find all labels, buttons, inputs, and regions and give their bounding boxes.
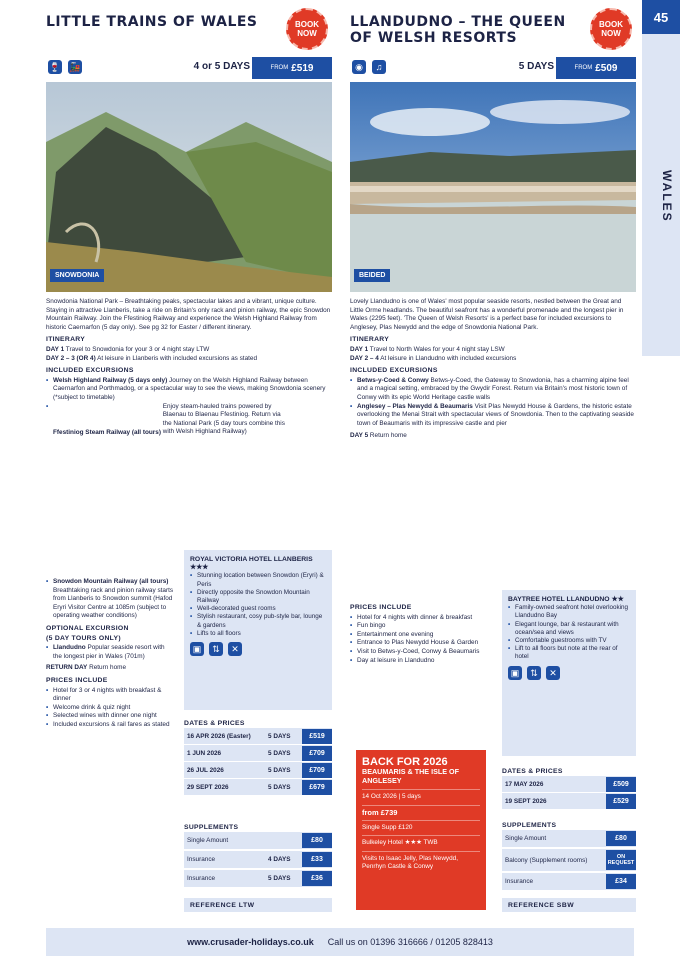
lift-icon: ⇅ xyxy=(527,666,541,680)
music-icon: ♫ xyxy=(372,60,386,74)
hotel-info-box xyxy=(184,550,332,710)
tour-description xyxy=(350,298,636,441)
excursion-item: • Welsh Highland Railway (5 days only) Journey on the Welsh Highland Railway between Caernarfon and Porthmadog, or a spectacular way to see the views, making Snowdonia scenery (*subject to timetable) xyxy=(46,377,332,403)
return-day: RETURN DAY Return home xyxy=(46,664,127,672)
hotel-feature: • Comfortable guestrooms with TV xyxy=(508,637,630,645)
tour-photo xyxy=(350,82,636,292)
price-include-item: • Fun bingo xyxy=(350,622,488,631)
supplement-row: Insurance 4 DAYS £33 xyxy=(184,851,332,868)
optional-sub: (5 DAY TOURS ONLY) xyxy=(46,634,121,642)
date-row: 17 MAY 2026 £509 xyxy=(502,776,636,793)
dates-table xyxy=(184,716,332,796)
price-prefix: FROM xyxy=(270,65,289,71)
tour-price xyxy=(556,57,636,79)
excursion-item: • Anglesey – Plas Newydd & Beaumaris Visit Plas Newydd House & Gardens, the historic estate overlooking the Menai Strait with spectacular views of Snowdonia. Then to the captivating seaside town of Beaumaris with its impressive castle and pier xyxy=(350,403,636,429)
optional-heading: OPTIONAL EXCURSION xyxy=(46,624,129,632)
excursion-item: • Ffestiniog Steam Railway (all tours) Enjoy steam-hauled trains powered by Blaenau to Blaenau Ffestiniog. Return via the National Park (5 day tours combine this with Welsh Highland Railway) xyxy=(46,403,332,437)
reference-code: REFERENCE LTW xyxy=(184,898,332,912)
tour-days: 5 DAYS xyxy=(518,61,554,72)
seafront-photo xyxy=(350,82,636,292)
price-value: £519 xyxy=(291,62,314,74)
contact-footer xyxy=(46,928,634,956)
photo-tag: SNOWDONIA xyxy=(50,269,104,282)
website-link[interactable]: www.crusader-holidays.co.uk xyxy=(187,937,314,947)
date-row: 19 SEPT 2026 £529 xyxy=(502,793,636,810)
tour-price xyxy=(252,57,332,79)
price-include-item: • Welcome drink & quiz night xyxy=(46,704,174,713)
supplements-table xyxy=(502,818,636,892)
promo-title: BACK FOR 2026 xyxy=(362,756,448,768)
optional-item: • Llandudno Popular seaside resort with the longest pier in Wales (701m) xyxy=(46,644,174,661)
dates-heading: DATES & PRICES xyxy=(502,768,563,775)
hotel-feature: • Family-owned seafront hotel overlooking Llandudno Bay xyxy=(508,604,630,620)
tour-description-lower xyxy=(46,578,174,730)
reference-code: REFERENCE SBW xyxy=(502,898,636,912)
intro-text: Lovely Llandudno is one of Wales' most popular seaside resorts, nestled between the Great and Little Orme headlands. The beautiful seafront has a wonderful promenade and the longest pier in Wales (2295 feet). 'The Queen of Welsh Resorts' is a perfect base for included excursions to Anglesey, Plas Newydd and the edge of Snowdonia National Park. xyxy=(350,298,624,331)
promo-price: from £739 xyxy=(362,805,480,820)
itinerary-item: DAY 1 Travel to North Wales for your 4 night stay LSW xyxy=(350,345,505,353)
supplement-row: Insurance £34 xyxy=(502,873,636,890)
hotel-feature: • Directly opposite the Snowdon Mountain Railway xyxy=(190,589,326,605)
return-day: DAY 5 Return home xyxy=(350,432,407,440)
itinerary-heading: ITINERARY xyxy=(46,336,86,344)
excursion-item: • Snowdon Mountain Railway (all tours) Breathtaking rack and pinion railway starts from Llanberis to Snowdon summit (Hafod Eryri Visitor Centre at 1085m (subject to operating weather conditions) xyxy=(46,578,174,621)
date-row: 16 APR 2026 (Easter) 5 DAYS £519 xyxy=(184,728,332,745)
excursions-heading: INCLUDED EXCURSIONS xyxy=(46,367,134,375)
itinerary-heading: ITINERARY xyxy=(350,336,390,344)
hotel-info-box xyxy=(502,590,636,756)
price-include-item: • Entertainment one evening xyxy=(350,631,488,640)
book-now-badge[interactable]: BOOK NOW xyxy=(286,8,328,50)
hotel-feature: • Lifts to all floors xyxy=(190,630,326,638)
tour-description xyxy=(46,298,332,437)
dates-table xyxy=(502,764,636,810)
price-include-item: • Hotel for 4 nights with dinner & breakfast xyxy=(350,614,488,623)
mountain-photo xyxy=(46,82,332,292)
intro-text: Snowdonia National Park – Breathtaking peaks, spectacular lakes and a vibrant, unique culture. Staying in attractive Llanberis, take a ride on Britain's only rack and pinion railway, the epic Snowdon Mountain Railway. Join the Ffestiniog Railway and experience the Welsh Highland Railway from historic Caernarfon (5 day only). See pg 32 for Easter / different itinerary. xyxy=(46,298,331,331)
theatre-icon: ◉ xyxy=(352,60,366,74)
hotel-feature: • Stylish restaurant, cosy pub-style bar, lounge & gardens xyxy=(190,613,326,629)
tour-info-bar xyxy=(350,57,636,79)
restaurant-icon: ✕ xyxy=(546,666,560,680)
wine-icon: 🍷 xyxy=(48,60,62,74)
tour-info-bar xyxy=(46,57,332,79)
hotel-feature: • Well-decorated guest rooms xyxy=(190,605,326,613)
supplements-heading: SUPPLEMENTS xyxy=(184,824,239,831)
prices-heading: PRICES INCLUDE xyxy=(350,604,412,611)
supplement-row: Insurance 5 DAYS £36 xyxy=(184,870,332,887)
excursions-heading: INCLUDED EXCURSIONS xyxy=(350,367,438,375)
photo-tag: BEIDED xyxy=(354,269,390,282)
tour-title: LITTLE TRAINS OF WALES xyxy=(46,14,258,30)
supplements-heading: SUPPLEMENTS xyxy=(502,822,557,829)
price-include-item: • Entrance to Plas Newydd House & Garden xyxy=(350,639,488,648)
book-now-badge[interactable]: BOOK NOW xyxy=(590,8,632,50)
date-row: 1 JUN 2026 5 DAYS £709 xyxy=(184,745,332,762)
train-icon: 🚂 xyxy=(68,60,82,74)
phone-contact: Call us on 01396 316666 / 01205 828413 xyxy=(327,937,493,947)
supplements-table xyxy=(184,820,332,889)
hotel-feature: • Elegant lounge, bar & restaurant with ocean/sea and views xyxy=(508,621,630,637)
promo-line: Bulkeley Hotel ★★★ TWB xyxy=(362,835,480,850)
back-for-promo[interactable] xyxy=(356,750,486,910)
supplement-row: Balcony (Supplement rooms) ON REQUEST xyxy=(502,849,636,871)
promo-date: 14 Oct 2026 | 5 days xyxy=(362,789,480,804)
prices-heading: PRICES INCLUDE xyxy=(46,676,108,684)
tour-days: 4 or 5 DAYS xyxy=(193,61,250,72)
price-includes-block xyxy=(350,600,488,665)
dates-heading: DATES & PRICES xyxy=(184,720,245,727)
date-row: 26 JUL 2026 5 DAYS £709 xyxy=(184,762,332,779)
restaurant-icon: ✕ xyxy=(228,642,242,656)
hotel-name: ROYAL VICTORIA HOTEL LLANBERIS ★★★ xyxy=(190,556,313,572)
excursion-item: • Betws-y-Coed & Conwy Betws-y-Coed, the Gateway to Snowdonia, has a charming alpine feel and a magical setting, embraced by the Gwydir Forest. Return via Britain's most historic town of Conwy with its epic World Heritage castle walls xyxy=(350,377,636,403)
price-include-item: • Visit to Betws-y-Coed, Conwy & Beaumaris xyxy=(350,648,488,657)
promo-line: Visits to Isaac Jelly, Plas Newydd, Penrhyn Castle & Conwy xyxy=(362,851,480,875)
promo-subtitle: BEAUMARIS & THE ISLE OF ANGLESEY xyxy=(362,767,460,785)
tv-icon: ▣ xyxy=(508,666,522,680)
price-include-item: • Included excursions & rail fares as stated xyxy=(46,721,174,730)
itinerary-item: DAY 2 – 3 (OR 4) At leisure in Llanberis with included excursions as stated xyxy=(46,354,258,362)
itinerary-item: DAY 1 Travel to Snowdonia for your 3 or 4 night stay LTW xyxy=(46,345,210,353)
page-number: 45 xyxy=(642,0,680,34)
price-value: £509 xyxy=(595,62,618,74)
supplement-row: Single Amount £80 xyxy=(184,832,332,849)
price-include-item: • Hotel for 3 or 4 nights with breakfast & dinner xyxy=(46,687,174,704)
price-prefix: FROM xyxy=(574,65,593,71)
hotel-feature: • Stunning location between Snowdon (Eryri) & Peris xyxy=(190,572,326,588)
date-row: 29 SEPT 2026 5 DAYS £679 xyxy=(184,779,332,796)
lift-icon: ⇅ xyxy=(209,642,223,656)
tv-icon: ▣ xyxy=(190,642,204,656)
supplement-row: Single Amount £80 xyxy=(502,830,636,847)
tour-title: LLANDUDNO – THE QUEEN OF WELSH RESORTS xyxy=(350,14,566,46)
itinerary-item: DAY 2 – 4 At leisure in Llandudno with included excursions xyxy=(350,354,517,362)
price-include-item: • Selected wines with dinner one night xyxy=(46,712,174,721)
section-label: WALES xyxy=(660,170,674,223)
price-include-item: • Day at leisure in Llandudno xyxy=(350,657,488,666)
hotel-feature: • Lift to all floors but note at the rear of hotel xyxy=(508,645,630,661)
hotel-name: BAYTREE HOTEL LLANDUDNO ★★ xyxy=(508,596,624,603)
tour-photo xyxy=(46,82,332,292)
promo-line: Single Supp £120 xyxy=(362,820,480,835)
